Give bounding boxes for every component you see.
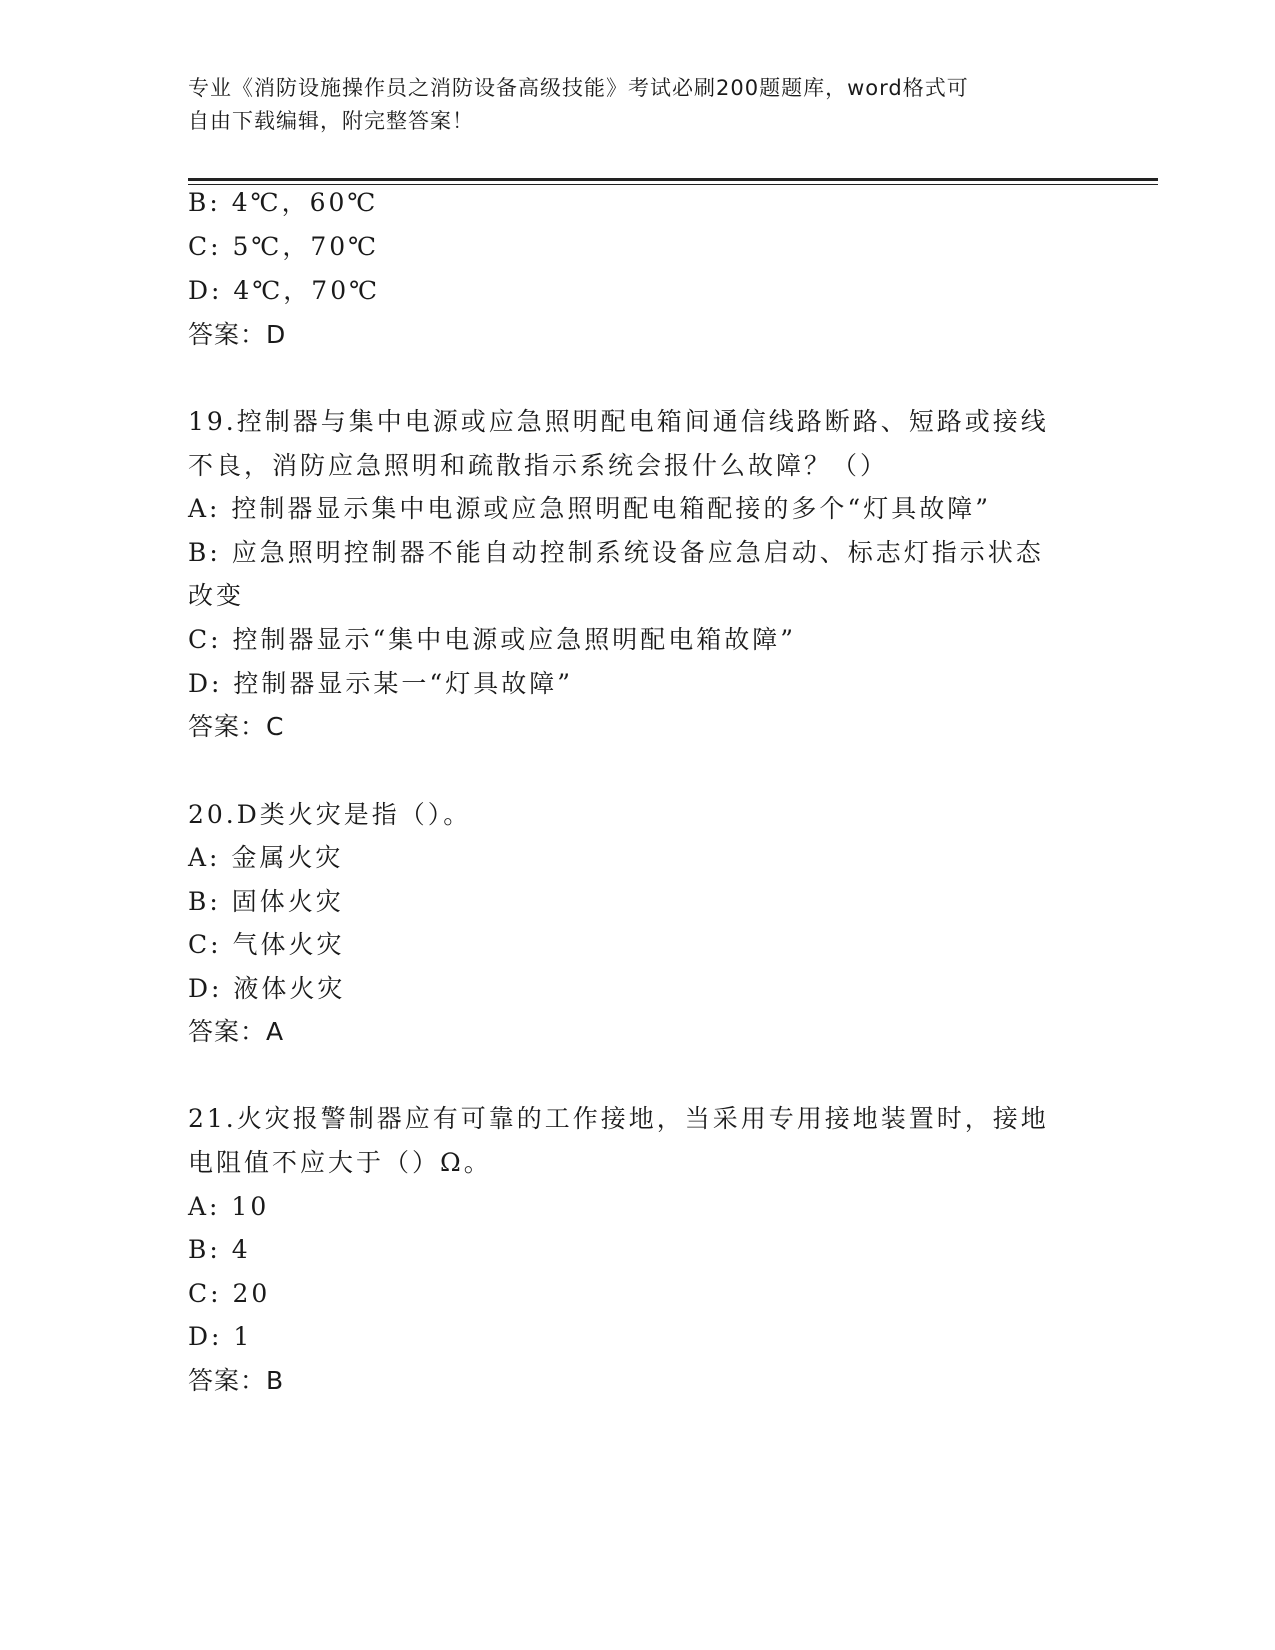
q20-option-c: C: 气体火灾 <box>188 930 345 959</box>
q20-option-d: D: 液体火灾 <box>188 974 346 1003</box>
q21-option-d: D: 1 <box>188 1322 253 1351</box>
q21-stem-line-1: 21.火灾报警制器应有可靠的工作接地，当采用专用接地装置时，接地 <box>188 1104 1049 1133</box>
q19-stem-line-2: 不良，消防应急照明和疏散指示系统会报什么故障？（） <box>188 451 889 480</box>
header-divider-thick <box>188 178 1158 181</box>
q19-answer: 答案：C <box>188 712 285 741</box>
q19-option-a: A: 控制器显示集中电源或应急照明配电箱配接的多个“灯具故障” <box>188 494 991 523</box>
q21-answer: 答案：B <box>188 1366 285 1395</box>
prev-option-c: C: 5℃，70℃ <box>188 232 380 261</box>
q20-stem: 20.D类火灾是指（）。 <box>188 800 472 829</box>
q20-option-b: B: 固体火灾 <box>188 887 344 916</box>
q19-option-c: C: 控制器显示“集中电源或应急照明配电箱故障” <box>188 625 797 654</box>
prev-answer: 答案：D <box>188 320 287 349</box>
header-line-1: 专业《消防设施操作员之消防设备高级技能》考试必刷200题题库，word格式可 <box>188 76 969 100</box>
document-header <box>188 72 1088 138</box>
q19-option-b-line-1: B: 应急照明控制器不能自动控制系统设备应急启动、标志灯指示状态 <box>188 538 1044 567</box>
q19-stem-line-1: 19.控制器与集中电源或应急照明配电箱间通信线路断路、短路或接线 <box>188 407 1049 436</box>
q19-option-b-line-2: 改变 <box>188 581 245 610</box>
q20-option-a: A: 金属火灾 <box>188 843 344 872</box>
q20-answer: 答案：A <box>188 1017 285 1046</box>
header-divider-thin <box>188 184 1158 185</box>
q21-stem-line-2: 电阻值不应大于（）Ω。 <box>188 1148 492 1177</box>
prev-option-b: B: 4℃，60℃ <box>188 188 379 217</box>
q21-option-a: A: 10 <box>188 1192 270 1221</box>
q21-option-b: B: 4 <box>188 1235 251 1264</box>
prev-option-d: D: 4℃，70℃ <box>188 276 381 305</box>
q19-option-d: D: 控制器显示某一“灯具故障” <box>188 669 573 698</box>
header-line-2: 自由下载编辑，附完整答案！ <box>188 109 474 133</box>
q21-option-c: C: 20 <box>188 1279 271 1308</box>
